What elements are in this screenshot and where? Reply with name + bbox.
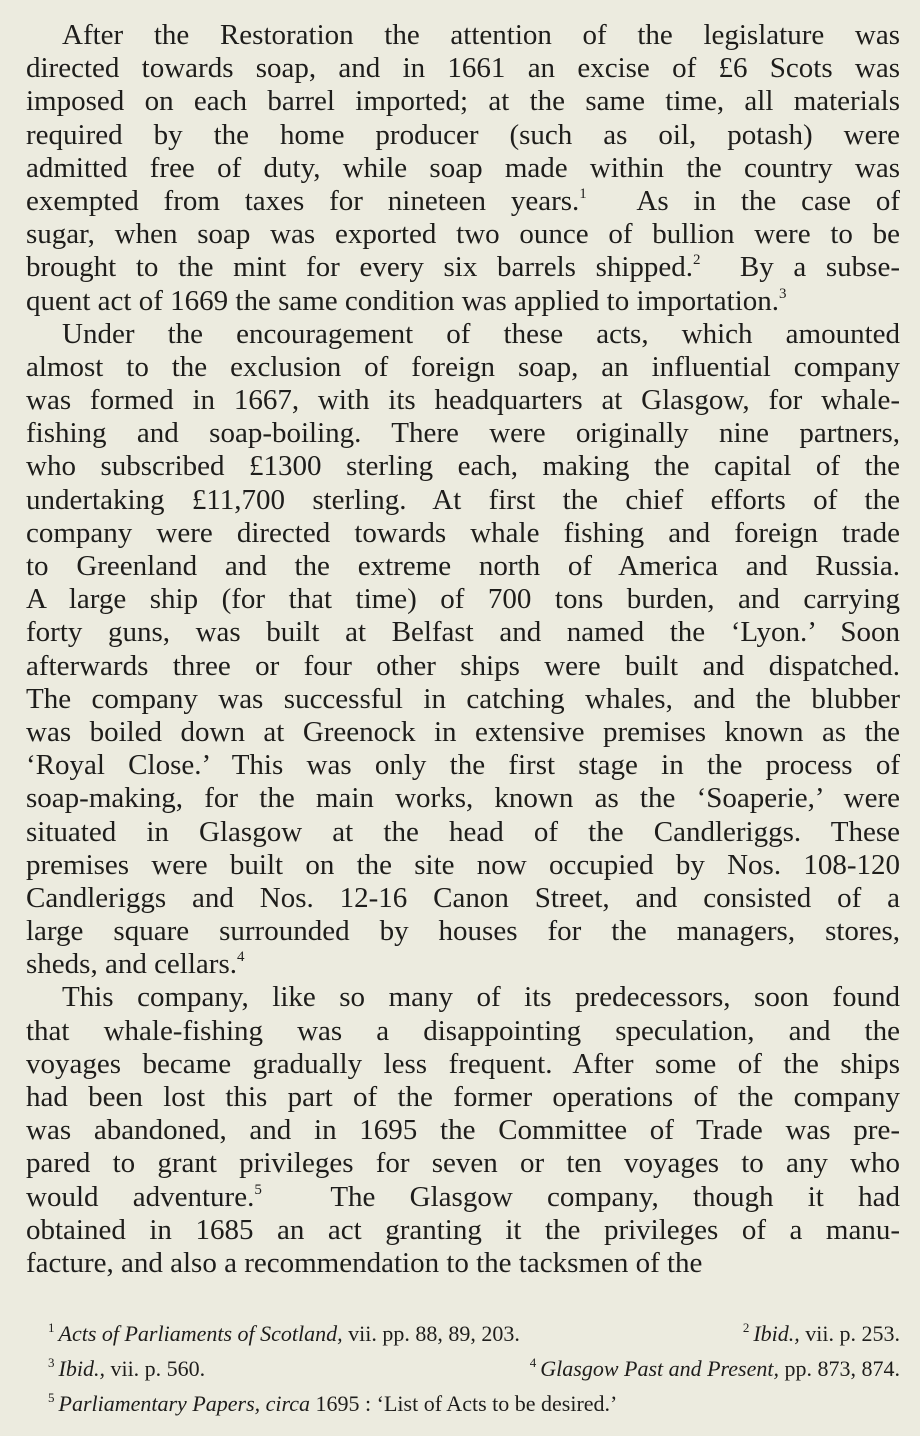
text-line: brought to the mint for every six barrels shipped.$^2$ By a subse- bbox=[26, 251, 900, 284]
text-line: Under the encouragement of these acts, which amounted bbox=[62, 317, 900, 350]
footnote-number: 2 bbox=[742, 1320, 750, 1335]
footnote-row bbox=[48, 1316, 900, 1351]
footnote-source: Parliamentary Papers, circa bbox=[58, 1391, 311, 1416]
footnote-number: 1 bbox=[48, 1320, 55, 1335]
footnote-2 bbox=[743, 1316, 900, 1351]
text-line: that whale-fishing was a disappointing speculation, and the bbox=[26, 1014, 900, 1047]
text-line: Candleriggs and Nos. 12-16 Canon Street, and consisted of a bbox=[26, 881, 900, 914]
footnote-source: Acts of Parliaments of Scotland, bbox=[58, 1321, 343, 1346]
text-line: obtained in 1685 an act granting it the privileges of a manu- bbox=[26, 1213, 900, 1246]
text-line: After the Restoration the attention of the legislature was bbox=[62, 19, 900, 51]
text-line: who subscribed £1300 sterling each, making the capital of the bbox=[26, 450, 900, 483]
text-line: This company, like so many of its predecessors, soon found bbox=[62, 981, 900, 1014]
text-line: situated in Glasgow at the head of the Candleriggs. These bbox=[26, 815, 900, 848]
text-line: fishing and soap-boiling. There were originally nine partners, bbox=[26, 417, 900, 450]
text-line: voyages became gradually less frequent. After some of the ships bbox=[26, 1047, 900, 1080]
paragraph bbox=[26, 19, 900, 318]
text-line: The company was successful in catching whales, and the blubber bbox=[26, 682, 900, 715]
text-line: required by the home producer (such as oil, potash) were bbox=[26, 118, 900, 151]
text-line: sugar, when soap was exported two ounce of bullion were to be bbox=[26, 218, 900, 251]
text-line: afterwards three or four other ships were built and dispatched. bbox=[26, 649, 900, 682]
text-line: facture, and also a recommendation to the tacksmen of the bbox=[26, 1246, 703, 1279]
footnote-reference: pp. 873, 874. bbox=[779, 1356, 900, 1381]
text-line: exempted from taxes for nineteen years.$^1$ As in the case of bbox=[26, 184, 900, 217]
text-line: pared to grant privileges for seven or ten voyages to any who bbox=[26, 1147, 900, 1180]
text-line: large square surrounded by houses for the managers, stores, bbox=[26, 915, 900, 948]
text-line: forty guns, was built at Belfast and named the ‘Lyon.’ Soon bbox=[26, 616, 900, 649]
text-line: to Greenland and the extreme north of America and Russia. bbox=[26, 550, 900, 582]
text-line: ‘Royal Close.’ This was only the first stage in the process of bbox=[26, 749, 900, 782]
footnote-number: 5 bbox=[48, 1390, 55, 1405]
footnote-1 bbox=[48, 1316, 520, 1351]
text-line: directed towards soap, and in 1661 an excise of £6 Scots was bbox=[26, 52, 900, 85]
footnote-number: 3 bbox=[48, 1355, 55, 1370]
text-line: premises were built on the site now occupied by Nos. 108-120 bbox=[26, 848, 900, 881]
footnote-marker: 1 bbox=[579, 185, 587, 202]
footnote-4 bbox=[530, 1351, 900, 1386]
paragraph bbox=[26, 981, 900, 1280]
footnote-3 bbox=[48, 1351, 205, 1386]
text-line: was abandoned, and in 1695 the Committee of Trade was pre- bbox=[26, 1114, 900, 1147]
text-line: A large ship (for that time) of 700 tons burden, and carrying bbox=[26, 583, 900, 616]
text-line: would adventure.$^5$ The Glasgow company, though it had bbox=[26, 1180, 900, 1213]
footnote-number: 4 bbox=[529, 1355, 537, 1370]
text-line: almost to the exclusion of foreign soap, an influential company bbox=[26, 350, 900, 383]
text-line: had been lost this part of the former operations of the company bbox=[26, 1081, 900, 1113]
footnote-5 bbox=[48, 1386, 617, 1421]
footnote-reference: vii. p. 253. bbox=[799, 1321, 900, 1346]
footnote-source: Ibid., bbox=[58, 1356, 105, 1381]
footnote-reference: vii. p. 560. bbox=[104, 1356, 206, 1381]
footnote-reference: 1695 : ‘List of Acts to be desired.’ bbox=[310, 1391, 618, 1416]
text-line: imposed on each barrel imported; at the same time, all materials bbox=[26, 85, 900, 118]
text-line: was boiled down at Greenock in extensive premises known as the bbox=[26, 715, 900, 748]
text-line: quent act of 1669 the same condition was applied to importation.$^3$ bbox=[26, 284, 787, 317]
footnote-marker: 3 bbox=[779, 285, 787, 302]
footnote-row bbox=[48, 1351, 900, 1386]
footnote-source: Ibid., bbox=[753, 1321, 800, 1346]
text-line: was formed in 1667, with its headquarters at Glasgow, for whale- bbox=[26, 384, 900, 417]
footnote-marker: 4 bbox=[237, 949, 245, 966]
footnote-marker: 2 bbox=[693, 252, 701, 269]
body-text bbox=[26, 19, 900, 1280]
footnotes bbox=[48, 1316, 900, 1421]
text-line: company were directed towards whale fishing and foreign trade bbox=[26, 516, 900, 549]
footnote-row bbox=[48, 1386, 900, 1421]
footnote-source: Glasgow Past and Present, bbox=[540, 1356, 779, 1381]
text-line: admitted free of duty, while soap made within the country was bbox=[26, 151, 900, 184]
footnote-reference: vii. pp. 88, 89, 203. bbox=[342, 1321, 520, 1346]
text-line: undertaking £11,700 sterling. At first the chief efforts of the bbox=[26, 483, 900, 516]
text-line: sheds, and cellars.$^4$ bbox=[26, 948, 245, 981]
footnote-marker: 5 bbox=[254, 1181, 262, 1198]
paragraph bbox=[26, 318, 900, 982]
text-line: soap-making, for the main works, known as the ‘Soaperie,’ were bbox=[26, 782, 900, 815]
